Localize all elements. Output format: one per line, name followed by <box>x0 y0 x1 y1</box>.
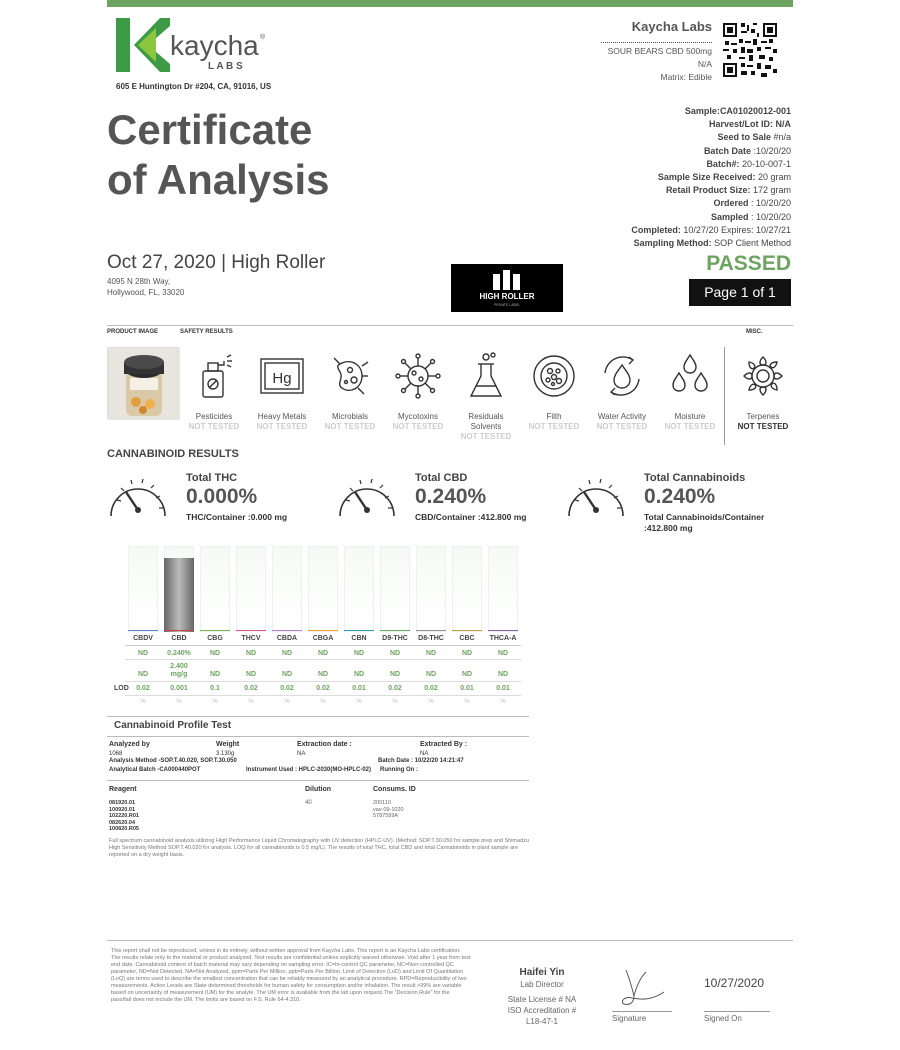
total-per-container: THC/Container :0.000 mg <box>186 512 288 522</box>
lod-cell: 0.1 <box>210 685 220 692</box>
bar-color-line <box>308 630 338 631</box>
kaycha-k-icon <box>116 18 170 72</box>
lod-cell: 0.001 <box>170 685 188 692</box>
bar-track <box>380 546 410 632</box>
unit-cell: % <box>356 699 362 705</box>
percent-cell: ND <box>281 650 293 657</box>
consums-item: 5787599A <box>373 813 399 819</box>
product-name: SOUR BEARS CBD 500mg <box>607 46 712 56</box>
water-activity-icon <box>588 350 656 402</box>
logo-word: kaycha <box>170 30 259 61</box>
column-header: CBG <box>207 635 223 642</box>
sample-info <box>560 105 791 250</box>
passed-status: PASSED <box>706 252 791 275</box>
safety-item-status: NOT TESTED <box>664 422 716 431</box>
footer-divider <box>107 940 793 941</box>
bar-track <box>416 546 446 632</box>
signed-date: 10/27/2020 <box>704 976 765 990</box>
sample-value: : 10/20/20 <box>750 198 791 209</box>
sample-row <box>560 131 791 144</box>
consums-item: vav-09-1020 <box>373 806 404 813</box>
weight-value: 3.130g <box>216 751 235 757</box>
sample-row <box>560 237 791 250</box>
mg-per-g-cell: ND <box>281 671 293 678</box>
moisture-icon <box>656 350 724 402</box>
filth-icon <box>520 350 588 402</box>
column-header: D9-THC <box>382 635 408 642</box>
top-accent-bar <box>107 0 793 7</box>
signed-on-line <box>704 1011 770 1012</box>
consums-list <box>373 800 404 820</box>
mg-per-g-cell: ND <box>137 671 149 678</box>
bar-color-line <box>164 630 194 631</box>
bar-track <box>308 546 338 632</box>
percent-cell: ND <box>137 650 149 657</box>
sample-value: CA01020012-001 <box>719 106 791 116</box>
sample-key: Sample Size Received: <box>657 172 758 183</box>
signer-name: Haifei Yin <box>519 967 565 978</box>
safety-item-name: Terpenes <box>746 412 780 421</box>
bar-color-line <box>416 630 446 631</box>
analytical-batch: Analytical Batch -CA000440POT <box>109 767 201 773</box>
sample-value: 172 gram <box>752 185 791 196</box>
safety-item-status: NOT TESTED <box>188 422 240 431</box>
column-header: CBDA <box>276 635 298 642</box>
sample-row <box>560 224 791 237</box>
microbials-icon <box>316 350 384 402</box>
lod-cell: 0.02 <box>424 685 438 692</box>
mg-per-g-cell: ND <box>497 671 509 678</box>
mg-per-g-cell: ND <box>245 671 257 678</box>
consums-label: Consums. ID <box>373 786 416 793</box>
safety-item-status: NOT TESTED <box>324 422 376 431</box>
safety-item-pesticides <box>180 350 248 432</box>
percent-cell: ND <box>209 650 221 657</box>
reagent-item: 082620.04 <box>109 819 135 826</box>
reagent-label: Reagent <box>109 786 137 793</box>
dotted-divider <box>601 42 712 43</box>
percent-cell: ND <box>245 650 257 657</box>
sample-key: Sample: <box>684 106 720 116</box>
reagent-list <box>109 800 139 833</box>
percent-cell: ND <box>425 650 437 657</box>
high-roller-mark-icon <box>493 270 521 290</box>
logo-registered: ® <box>260 34 266 41</box>
misc-divider <box>724 347 725 445</box>
reagent-item: 081920.01 <box>109 800 135 806</box>
sample-key: Sampling Method: <box>633 238 715 249</box>
unit-cell: % <box>212 699 218 705</box>
percent-cell: ND <box>317 650 329 657</box>
heavy-metals-icon <box>248 350 316 402</box>
lod-cell: 0.02 <box>244 685 258 692</box>
unit-cell: % <box>464 699 470 705</box>
svg-text:Hg: Hg <box>272 370 292 387</box>
mg-per-g-cell: 2.400 mg/g <box>170 663 188 678</box>
bar-color-line <box>452 630 482 631</box>
sample-value: :10/20/20 <box>753 145 791 156</box>
page-indicator: Page 1 of 1 <box>689 279 791 306</box>
mg-per-g-cell: ND <box>209 671 221 678</box>
sample-key: Ordered <box>713 198 751 209</box>
sample-key: Sampled <box>710 211 751 222</box>
running-on: Running On : <box>380 767 418 773</box>
column-header: CBDV <box>133 635 153 642</box>
unit-cell: % <box>248 699 254 705</box>
dilution-label: Dilution <box>305 786 332 793</box>
sample-value: 20 gram <box>757 172 791 183</box>
section-divider-top <box>107 325 793 326</box>
total-label: Total Cannabinoids <box>644 472 746 484</box>
lod-cell: 0.01 <box>460 685 474 692</box>
product-matrix: Matrix: Edible <box>660 72 712 82</box>
column-header: CBGA <box>312 635 334 642</box>
sample-row <box>560 211 791 224</box>
safety-item-mycotoxins <box>384 350 452 432</box>
safety-item-name: Water Activity <box>597 412 647 421</box>
cannabinoid-totals <box>107 470 793 540</box>
bar-color-line <box>272 630 302 631</box>
row-divider <box>125 659 521 660</box>
bar-color-line <box>128 630 158 631</box>
lod-cell: 0.02 <box>388 685 402 692</box>
bar-color-line <box>200 630 230 631</box>
total-block <box>336 470 564 540</box>
column-header: THCA-A <box>489 635 517 642</box>
batch-date: Batch Date : 10/22/20 14:21:47 <box>378 758 464 764</box>
lod-cell: 0.02 <box>136 685 150 692</box>
safety-item-terpenes <box>729 350 797 432</box>
analysis-method: Analysis Method -SOP.T.40.020, SOP.T.30.050 <box>109 758 237 764</box>
bar-color-line <box>344 630 374 631</box>
percent-cell: ND <box>497 650 509 657</box>
total-per-container: Total Cannabinoids/Container :412.800 mg <box>644 512 765 533</box>
unit-cell: % <box>500 699 506 705</box>
safety-item-filth <box>520 350 588 432</box>
title-line1: Certificate <box>107 106 313 153</box>
column-header: CBC <box>459 635 475 642</box>
title-line2: of Analysis <box>107 156 330 203</box>
product-line2: N/A <box>697 59 712 69</box>
percent-cell: 0.240% <box>167 650 191 657</box>
sample-key: Batch Date <box>703 145 754 156</box>
bar-color-line <box>236 630 266 631</box>
percent-cell: ND <box>389 650 401 657</box>
safety-results-label: SAFETY RESULTS <box>180 329 233 335</box>
cannabinoid-results-heading: CANNABINOID RESULTS <box>107 448 239 460</box>
sample-value: SOP Client Method <box>714 238 791 249</box>
gauge-icon <box>107 470 169 525</box>
unit-cell: % <box>140 699 146 705</box>
sample-row <box>560 184 791 197</box>
sample-value: N/A <box>775 119 791 130</box>
high-roller-text: HIGH ROLLER <box>479 292 535 301</box>
total-label: Total CBD <box>415 472 468 484</box>
method-description: Full spectrum cannabinoid analysis utilizing High Performance Liquid Chromatography with UV detection (HPLC-UV). (Method: SOP.T.30.050 for sample prep and Shimadzu High Sensitivity Method SOP.T.40.020 for analysis. LOQ for all cannabinoids is 0.5 mg/L). The results of total THC, total CBD and total Cannabinoids in plant sample are reported on a dry weight basis. <box>109 838 529 858</box>
profile-title: Cannabinoid Profile Test <box>114 720 232 731</box>
dilution-value: 40 <box>305 800 312 806</box>
signature-label: Signature <box>612 1014 647 1023</box>
safety-item-name: Moisture <box>674 412 706 421</box>
signer-role: Lab Director <box>520 980 564 989</box>
safety-item-name: Heavy Metals <box>257 412 307 421</box>
sample-row <box>560 118 791 131</box>
extracted-by-label: Extracted By : <box>420 741 468 748</box>
iso-accreditation: ISO Accreditation # <box>507 1006 577 1015</box>
extracted-by-value: NA <box>420 751 429 757</box>
safety-item-heavy-metals <box>248 350 316 432</box>
sample-key: Retail Product Size: <box>665 185 753 196</box>
terpenes-icon <box>729 350 797 402</box>
sample-key: Seed to Sale <box>717 132 774 143</box>
cannabinoid-chart-table <box>107 544 537 714</box>
safety-item-status: NOT TESTED <box>392 422 444 431</box>
header-divider <box>125 645 521 646</box>
percent-cell: ND <box>461 650 473 657</box>
bar-track <box>344 546 374 632</box>
bar-track <box>488 546 518 632</box>
profile-divider-2 <box>107 736 529 737</box>
bar-track <box>236 546 266 632</box>
safety-item-status: NOT TESTED <box>737 422 789 431</box>
safety-item-water-activity <box>588 350 656 432</box>
sample-row <box>560 171 791 184</box>
sample-value: : 10/20/20 <box>750 211 791 222</box>
total-value: 0.000% <box>186 485 258 508</box>
safety-item-name: Microbials <box>331 412 368 421</box>
safety-item-moisture <box>656 350 724 432</box>
lab-address: 605 E Huntington Dr #204, CA, 91016, US <box>116 82 272 91</box>
column-header: THCV <box>241 635 261 642</box>
bar-color-line <box>380 630 410 631</box>
safety-item-name: Filth <box>546 412 562 421</box>
weight-label: Weight <box>216 741 240 748</box>
total-per-container: CBD/Container :412.800 mg <box>415 512 527 522</box>
unit-cell: % <box>176 699 182 705</box>
client-address-line1: 4095 N 28th Way, <box>107 277 171 286</box>
sample-row <box>560 145 791 158</box>
signature-image <box>612 966 672 1010</box>
percent-cell: ND <box>353 650 365 657</box>
qr-code-icon <box>723 23 777 77</box>
sample-value: 10/27/20 Expires: 10/27/21 <box>683 224 791 235</box>
profile-divider <box>107 716 529 717</box>
misc-label: MISC. <box>746 329 763 335</box>
mg-per-g-cell: ND <box>461 671 473 678</box>
sample-row <box>560 158 791 171</box>
product-image-label: PRODUCT IMAGE <box>107 329 158 335</box>
mg-per-g-cell: ND <box>389 671 401 678</box>
extraction-date-label: Extraction date : <box>297 741 352 748</box>
safety-results-row <box>180 350 790 450</box>
bar-track <box>200 546 230 632</box>
reagent-item: 100920.01 <box>109 806 135 813</box>
lod-cell: 0.02 <box>280 685 294 692</box>
lod-cell: 0.01 <box>352 685 366 692</box>
bar-cbd <box>164 558 194 632</box>
high-roller-logo <box>451 264 563 312</box>
total-block <box>107 470 335 540</box>
signed-on-label: Signed On <box>704 1014 742 1023</box>
lab-name: Kaycha Labs <box>631 19 712 34</box>
analyzed-by-value: 1068 <box>109 751 123 757</box>
safety-item-solvents <box>452 350 520 442</box>
unit-cell: % <box>428 699 434 705</box>
unit-cell: % <box>284 699 290 705</box>
client-address-line2: Hollywood, FL, 33020 <box>107 288 185 297</box>
safety-item-status: NOT TESTED <box>528 422 580 431</box>
product-jar-icon <box>108 348 180 420</box>
disclaimer: This report shall not be reproduced, unless in its entirety, without written approval from Kaycha Labs. This report is an Kaycha Labs certification. The results relate only to the material or product analyzed. Test results are confidential unless explicitly waived otherwise. Void after 1 year from test end date. Cannabinoid content of batch material may vary depending on sampling error. IC=In-control QC parameter, NC=Non-controlled QC parameter, ND=Not Detected, NA=Not Analyzed, ppm=Parts Per Million, ppb=Parts Per Billion. Limit of Detection (LoD) and Limit Of Quantitation (LoQ) are terms used to describe the smallest concentration that can be reliably measured by an analytical procedure. RPD=Reproducibility of two measurements. Action Levels are State determined thresholds for human safety for consumption and/or inhalation. The result >99% are variable based on uncertainty of measurement (UM) for the analyte. The UM error is available from the lab upon request.The "Decision Rule" for the pass/fail does not include the UM. The limits are based on F.S. Rule 64-4.310. <box>111 948 471 1003</box>
report-date-client: Oct 27, 2020 | High Roller <box>107 252 326 273</box>
lod-cell: 0.02 <box>316 685 330 692</box>
mg-per-g-cell: ND <box>353 671 365 678</box>
safety-item-status: NOT TESTED <box>460 432 512 441</box>
high-roller-sub: PRIVATE LABEL <box>493 303 521 307</box>
bar-track <box>272 546 302 632</box>
reagent-divider <box>107 780 529 781</box>
reagent-item: 102220.R01 <box>109 813 139 819</box>
logo-labs: L A B S <box>208 61 243 72</box>
state-license: State License # NA <box>507 995 577 1004</box>
product-image <box>107 347 179 419</box>
total-block <box>565 470 793 540</box>
lod-label: LOD <box>114 685 129 692</box>
total-value: 0.240% <box>415 485 487 508</box>
bar-track <box>128 546 158 632</box>
pesticides-icon <box>180 350 248 402</box>
safety-item-status: NOT TESTED <box>596 422 648 431</box>
safety-item-status: NOT TESTED <box>256 422 308 431</box>
sample-key: Completed: <box>631 224 684 235</box>
row-divider <box>125 681 521 682</box>
sample-value: 20-10-007-1 <box>741 158 791 169</box>
column-header: D8-THC <box>418 635 444 642</box>
bar-track <box>452 546 482 632</box>
reagent-item: 100820.R05 <box>109 826 139 832</box>
safety-item-name: Residuals Solvents <box>468 412 504 431</box>
unit-cell: % <box>392 699 398 705</box>
safety-item-name: Pesticides <box>195 412 233 421</box>
consums-item: 200110 <box>373 800 391 806</box>
unit-cell: % <box>320 699 326 705</box>
signature-line <box>612 1011 672 1012</box>
sample-row <box>560 105 791 118</box>
total-label: Total THC <box>186 472 238 484</box>
sample-key: Harvest/Lot ID: <box>708 119 776 130</box>
gauge-icon <box>565 470 627 525</box>
iso-number: L18-47-1 <box>525 1017 559 1026</box>
sample-row <box>560 197 791 210</box>
solvents-icon <box>452 350 520 402</box>
column-header: CBN <box>351 635 367 642</box>
sample-value: #n/a <box>773 132 791 143</box>
lod-cell: 0.01 <box>496 685 510 692</box>
gauge-icon <box>336 470 398 525</box>
total-value: 0.240% <box>644 485 716 508</box>
mg-per-g-cell: ND <box>425 671 437 678</box>
mg-per-g-cell: ND <box>317 671 329 678</box>
mycotoxins-icon <box>384 350 452 402</box>
column-header: CBD <box>171 635 187 642</box>
instrument-used: Instrument Used : HPLC-2030(MO-HPLC-02) <box>246 767 372 773</box>
row-divider <box>125 695 521 696</box>
sample-key: Batch#: <box>706 158 742 169</box>
extraction-date-value: NA <box>297 751 306 757</box>
bar-color-line <box>488 630 518 631</box>
analyzed-by-label: Analyzed by <box>109 741 150 748</box>
safety-item-microbials <box>316 350 384 432</box>
safety-item-name: Mycotoxins <box>397 412 438 421</box>
